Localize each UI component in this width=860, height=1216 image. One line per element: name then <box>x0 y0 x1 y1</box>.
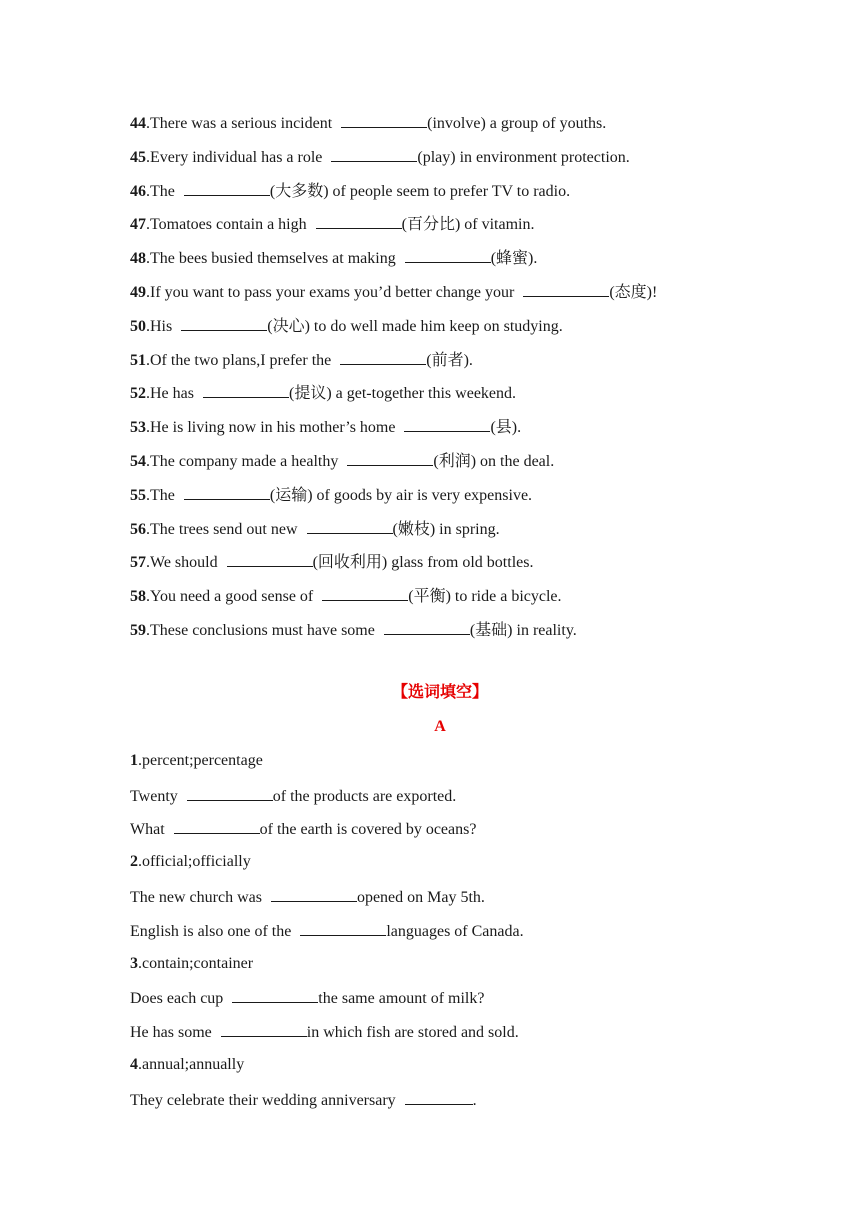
fill-item: 56.The trees send out new (嫩枝) in spring. <box>130 516 750 550</box>
item-number: 52 <box>130 385 146 403</box>
fill-item: 45.Every individual has a role (play) in environment protection. <box>130 144 750 178</box>
answer-blank[interactable] <box>184 482 270 500</box>
answer-blank[interactable] <box>300 918 386 936</box>
word-choice-sentence: They celebrate their wedding anniversary . <box>130 1087 750 1121</box>
item-number: 49 <box>130 283 146 301</box>
answer-blank[interactable] <box>227 549 313 567</box>
fill-in-list <box>130 110 750 651</box>
answer-blank[interactable] <box>347 448 433 466</box>
answer-blank[interactable] <box>307 516 393 534</box>
group-number: 3 <box>130 954 138 972</box>
word-pair-heading: 2.official;officially <box>130 853 251 871</box>
word-choice-sentence: English is also one of the languages of Canada. <box>130 918 750 952</box>
item-number: 54 <box>130 452 146 470</box>
item-number: 45 <box>130 148 146 166</box>
word-choice-sentence: The new church was opened on May 5th. <box>130 884 750 918</box>
item-number: 47 <box>130 216 146 234</box>
subsection-title: A <box>434 717 446 735</box>
fill-item: 53.He is living now in his mother’s home (县). <box>130 414 750 448</box>
group-number: 2 <box>130 853 138 871</box>
word-choice-sentence: What of the earth is covered by oceans? <box>130 816 750 850</box>
item-number: 48 <box>130 250 146 268</box>
fill-item: 51.Of the two plans,I prefer the (前者). <box>130 347 750 381</box>
word-choice-sentence: He has some in which fish are stored and sold. <box>130 1019 750 1053</box>
item-number: 58 <box>130 588 146 606</box>
answer-blank[interactable] <box>203 380 289 398</box>
word-choice-list <box>130 749 750 1121</box>
answer-blank[interactable] <box>405 1087 473 1105</box>
answer-blank[interactable] <box>316 211 402 229</box>
answer-blank[interactable] <box>331 144 417 162</box>
word-pair-heading: 4.annual;annually <box>130 1055 245 1073</box>
item-number: 44 <box>130 115 146 132</box>
item-number: 50 <box>130 317 146 335</box>
answer-blank[interactable] <box>221 1019 307 1037</box>
group-number: 4 <box>130 1055 138 1073</box>
answer-blank[interactable] <box>271 884 357 902</box>
group-number: 1 <box>130 751 138 769</box>
answer-blank[interactable] <box>404 414 490 432</box>
answer-blank[interactable] <box>322 583 408 601</box>
fill-item: 49.If you want to pass your exams you’d better change your (态度)! <box>130 279 750 313</box>
answer-blank[interactable] <box>341 110 427 128</box>
item-number: 55 <box>130 486 146 504</box>
fill-item: 52.He has (提议) a get-together this weekend. <box>130 380 750 414</box>
answer-blank[interactable] <box>340 347 426 365</box>
item-number: 56 <box>130 520 146 538</box>
answer-blank[interactable] <box>232 985 318 1003</box>
word-pair-heading: 3.contain;container <box>130 954 254 972</box>
fill-item: 48.The bees busied themselves at making (蜂蜜). <box>130 245 750 279</box>
document-content <box>130 110 750 1121</box>
item-number: 59 <box>130 621 146 639</box>
item-number: 51 <box>130 351 146 369</box>
fill-item: 44.There was a serious incident (involve) a group of youths. <box>130 110 750 144</box>
word-pair-heading: 1.percent;percentage <box>130 751 263 769</box>
item-number: 53 <box>130 419 146 437</box>
answer-blank[interactable] <box>384 617 470 635</box>
fill-item: 55.The (运输) of goods by air is very expensive. <box>130 482 750 516</box>
answer-blank[interactable] <box>187 783 273 801</box>
fill-item: 50.His (决心) to do well made him keep on studying. <box>130 313 750 347</box>
fill-item: 58.You need a good sense of (平衡) to ride a bicycle. <box>130 583 750 617</box>
item-number: 57 <box>130 554 146 572</box>
fill-item: 54.The company made a healthy (利润) on the deal. <box>130 448 750 482</box>
item-number: 46 <box>130 182 146 200</box>
answer-blank[interactable] <box>184 178 270 196</box>
word-choice-sentence: Does each cup the same amount of milk? <box>130 985 750 1019</box>
fill-item: 57.We should (回收利用) glass from old bottles. <box>130 549 750 583</box>
answer-blank[interactable] <box>523 279 609 297</box>
fill-item: 47.Tomatoes contain a high (百分比) of vitamin. <box>130 211 750 245</box>
answer-blank[interactable] <box>405 245 491 263</box>
fill-item: 46.The (大多数) of people seem to prefer TV to radio. <box>130 178 750 212</box>
answer-blank[interactable] <box>174 816 260 834</box>
section-title: 【选词填空】 <box>391 683 488 701</box>
fill-item: 59.These conclusions must have some (基础) in reality. <box>130 617 750 651</box>
word-choice-sentence: Twenty of the products are exported. <box>130 783 750 817</box>
answer-blank[interactable] <box>181 313 267 331</box>
